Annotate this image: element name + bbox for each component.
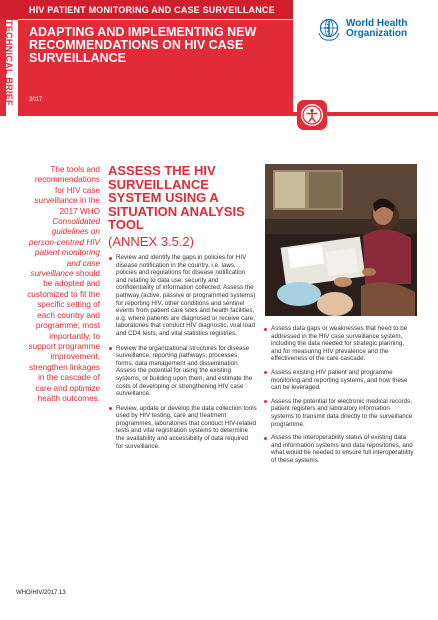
list-item: Assess data gaps or weaknesses that need to be addressed in the HIV case surveillance system, including the data needed for strategic planning, and for measuring HIV prevalence and the effectiveness of the care cascade. [264, 325, 414, 363]
list-item: Review the organizational structures for disease surveillance, reporting pathways, processes, forms, data management and dissemination. Assess the potential for using the existing systems, or building upon them, and estimate the costs of developing or strengthening HIV case surveillance. [109, 345, 257, 398]
list-item: Assess existing HIV patient and programme monitoring and reporting systems, and how these can be leveraged. [264, 369, 414, 392]
photo-illustration [265, 164, 417, 316]
document-year: 2017 [29, 97, 43, 103]
training-photo [265, 164, 417, 316]
who-logo-line-1: World Health [346, 18, 408, 29]
series-title: HIV PATIENT MONITORING AND CASE SURVEILLANCE [29, 5, 275, 15]
list-item: Review and identify the gaps in policies for HIV disease notification in the country, i.e. laws, policies and regulations for disease notification and relating to data use, security and confidentiality of information collected. Assess the pathway (active, passive or programmed systems) for reporting HIV, other conditions and sentinel events from patient care sites and health facilities, e.g. where patients are diagnosed or receive care, laboratories that conduct HIV diagnostic, viral load and CD4 tests, and vital statistics registries. [109, 254, 257, 338]
bullet-list-left [109, 254, 257, 457]
list-item: Assess the interoperability status of existing data and information systems and data repositories, and what would be needed to ensure full interoperability of these systems. [264, 434, 414, 464]
list-item: Review, update or develop the data collection tools used by HIV testing, care and treatment programmes, laboratories that conduct HIV-related tests and vital registration systems to determine the availability and accessibility of data required for surveillance. [109, 405, 257, 451]
sidebar-quote-part1: The tools and recommendations for HIV case surveillance in the 2017 WHO [34, 165, 100, 216]
person-icon [301, 104, 323, 126]
topic-badge [297, 100, 327, 130]
section-annex: (ANNEX 3.5.2) [108, 234, 194, 249]
document-code: WHO/HIV/2017.13 [16, 590, 66, 596]
list-item: Assess the potential for electronic medical records, patient registers and laboratory information systems to transmit data directly to the surveillance programme. [264, 398, 414, 428]
who-logo-text [346, 19, 407, 39]
bullet-list-right [264, 325, 414, 471]
side-tab-label: TECHNICAL BRIEF [4, 20, 14, 106]
sidebar-quote-part3: should be adopted and customized to fit the specific setting of each country and programme; most importantly, to support programme improvement, strengthen linkages in the cascade of care and optimize health outcomes. [27, 269, 100, 403]
who-logo-line-2: Organization [346, 28, 408, 39]
who-emblem-icon [316, 16, 342, 42]
section-heading: ASSESS THE HIV SURVEILLANCE SYSTEM USING A SITUATION ANALYSIS TOOL [108, 163, 245, 232]
sidebar-quote [27, 165, 100, 404]
header-divider [18, 19, 293, 20]
sidebar-quote-guideline: Consolidated guidelines on person-centred HIV patient monitoring and case surveillance [29, 217, 100, 279]
document-title: ADAPTING AND IMPLEMENTING NEW RECOMMENDATIONS ON HIV CASE SURVEILLANCE [29, 25, 257, 65]
